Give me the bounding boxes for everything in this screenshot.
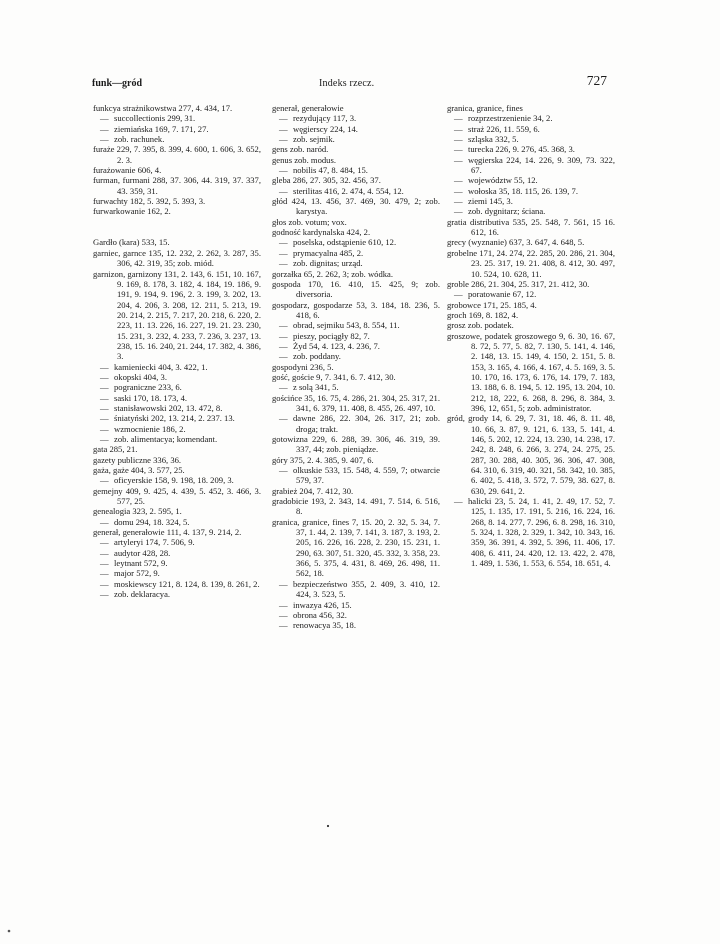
index-subentry	[272, 258, 440, 268]
subentry-dash: —	[100, 578, 109, 589]
index-subentry	[93, 403, 261, 413]
subentry-dash: —	[454, 134, 463, 145]
index-subentry	[93, 372, 261, 382]
index-column-2	[272, 103, 440, 631]
index-entry: Gardło (kara) 533, 15.	[93, 237, 170, 248]
subentry-text: Żyd 54, 4. 123, 4. 236, 7.	[293, 340, 380, 351]
subentry-text: sterilitas 416, 2. 474, 4. 554, 12.	[293, 185, 404, 196]
subentry-text: województw 55, 12.	[468, 175, 538, 186]
subentry-text: nobilis 47, 8. 484, 15.	[293, 165, 368, 176]
index-subentry	[272, 237, 440, 247]
index-subentry	[272, 465, 440, 486]
index-subentry	[93, 424, 261, 434]
index-subentry	[272, 124, 440, 134]
subentry-dash: —	[279, 330, 288, 341]
subentry-dash: —	[100, 568, 109, 579]
subentry-text: rezydujący 117, 3.	[293, 113, 357, 124]
subentry-text: zob. deklaracya.	[114, 589, 171, 600]
index-entry: gość, goście 9, 7. 341, 6. 7. 412, 30.	[272, 371, 396, 382]
index-subentry	[447, 175, 615, 185]
subentry-text: z solą 341, 5.	[293, 382, 339, 393]
index-subentry	[272, 331, 440, 341]
index-subentry	[447, 155, 615, 176]
subentry-dash: —	[279, 258, 288, 269]
index-subentry	[447, 289, 615, 299]
subentry-dash: —	[100, 516, 109, 527]
index-subentry	[93, 579, 261, 589]
header-title: Indeks rzecz.	[319, 78, 375, 89]
subentry-text: zob. alimentacya; komendant.	[114, 434, 218, 444]
subentry-dash: —	[279, 165, 288, 176]
index-entry: groch 169, 8. 182, 4.	[447, 309, 519, 320]
index-subentry	[272, 610, 440, 620]
index-entry: garnizon, garnizony 131, 2. 143, 6. 151, 10. 167, 9. 169, 8. 178, 3. 182, 4. 184, 19. 186, 9. 191, 9. 194, 9. 196, 2. 3. 199, 3. 202, 13. 204, 4. 206, 3. 208, 12. 211, 5. 213, 19. 20. 214, 2. 215, 7. 217, 20. 218, 6. 220, 2. 223, 11. 13. 226, 16. 227, 19. 21. 23. 230, 15. 231, 3. 232, 4. 233, 7. 236, 3. 237, 13. 238, 15. 16. 240, 21. 244, 17. 382, 4. 386, 3.	[93, 268, 261, 362]
index-subentry	[272, 165, 440, 175]
subentry-dash: —	[454, 196, 463, 207]
index-entry: genus zob. modus.	[272, 154, 336, 165]
index-entry: góry 375, 2. 4. 385, 9. 407, 6.	[272, 454, 374, 465]
subentry-dash: —	[454, 113, 463, 124]
subentry-text: węgierska 224, 14. 226, 9. 309, 73. 322, 67.	[468, 154, 615, 176]
index-entry: gratia distributiva 535, 25. 548, 7. 561, 15 16. 612, 16.	[447, 216, 615, 238]
index-subentry	[93, 517, 261, 527]
subentry-text: straż 226, 11. 559, 6.	[468, 123, 540, 134]
index-subentry	[272, 351, 440, 361]
index-subentry	[272, 134, 440, 144]
subentry-text: prymacyalna 485, 2.	[293, 247, 364, 258]
index-entry: groszowe, podatek groszowego 9, 6. 30, 16. 67, 8. 72, 5. 77, 5. 82, 7. 130, 5. 141, 4. 146, 2. 148, 13. 15. 149, 4. 150, 2. 151, 5. 8. 153, 3. 165, 4. 166, 4. 167, 4. 5. 169, 3. 5. 10. 170, 16. 173, 6. 176, 14. 179, 7. 183, 13. 188, 6. 8. 194, 5. 12. 195, 13. 204, 10. 212, 18, 222, 6. 268, 8. 296, 8. 384, 3. 396, 12, 651, 5; zob. administrator.	[447, 330, 615, 413]
index-subentry	[93, 434, 261, 444]
index-entry: generał, generałowie	[272, 103, 344, 113]
subentry-text: stanisławowski 202, 13. 472, 8.	[114, 402, 223, 413]
index-subentry	[447, 206, 615, 216]
index-subentry	[93, 124, 261, 134]
subentry-text: pograniczne 233, 6.	[114, 382, 182, 393]
subentry-text: turecka 226, 9. 276, 45. 368, 3.	[468, 144, 575, 155]
index-subentry	[272, 620, 440, 630]
subentry-text: ziemi 145, 3.	[468, 196, 513, 207]
index-entry: granica, granice, fines	[447, 103, 523, 113]
subentry-text: zob. dignitas; urząd.	[293, 258, 363, 269]
subentry-dash: —	[100, 547, 109, 558]
index-subentry	[93, 362, 261, 372]
subentry-text: śniatyński 202, 13. 214, 2. 237. 13.	[114, 413, 235, 424]
subentry-text: oficyerskie 158, 9. 198, 18. 209, 3.	[114, 475, 234, 486]
subentry-text: poselska, odstąpienie 610, 12.	[293, 237, 397, 248]
subentry-dash: —	[279, 123, 288, 134]
index-entry: grosz zob. podatek.	[447, 320, 514, 331]
index-subentry	[447, 144, 615, 154]
subentry-text: węgierscy 224, 14.	[293, 123, 358, 134]
index-entry: garniec, garnce 135, 12. 232, 2. 262, 3. 287, 35. 306, 42. 319, 35; zob. miód.	[93, 247, 261, 269]
subentry-dash: —	[279, 609, 288, 620]
subentry-dash: —	[454, 175, 463, 186]
index-subentry	[272, 113, 440, 123]
subentry-text: olkuskie 533, 15. 548, 4. 559, 7; otwarcie 579, 37.	[293, 465, 440, 486]
subentry-text: moskiewscy 121, 8. 124, 8. 139, 8. 261, 2.	[114, 578, 260, 589]
subentry-dash: —	[279, 185, 288, 196]
subentry-text: zob. sejmik.	[293, 134, 335, 145]
index-subentry	[93, 113, 261, 123]
index-subentry	[272, 600, 440, 610]
index-subentry	[93, 134, 261, 144]
index-entry: grobowce 171, 25. 185, 4.	[447, 299, 537, 310]
subentry-dash: —	[454, 154, 463, 165]
subentry-text: poratowanie 67, 12.	[468, 289, 537, 300]
subentry-dash: —	[279, 578, 288, 589]
index-subentry	[272, 579, 440, 600]
subentry-dash: —	[100, 413, 109, 424]
index-subentry	[447, 134, 615, 144]
index-entry: gorzałka 65, 2. 262, 3; zob. wódka.	[272, 268, 394, 279]
subentry-text: saski 170, 18. 173, 4.	[114, 392, 188, 403]
running-header	[92, 73, 607, 92]
subentry-dash: —	[279, 247, 288, 258]
index-subentry	[93, 558, 261, 568]
index-entry: furażowanie 606, 4.	[93, 165, 162, 176]
index-subentry	[272, 382, 440, 392]
subentry-text: rozprzestrzenienie 34, 2.	[468, 113, 553, 124]
index-entry: grobelne 171, 24. 274, 22. 285, 20. 286, 21. 304, 23. 25. 317, 19. 21. 408, 8. 412, 30. 497, 10. 524, 10. 628, 11.	[447, 247, 615, 279]
index-subentry	[93, 537, 261, 547]
index-subentry	[93, 382, 261, 392]
subentry-dash: —	[100, 537, 109, 548]
subentry-dash: —	[279, 113, 288, 124]
subentry-text: zob. poddany.	[293, 351, 341, 362]
subentry-dash: —	[100, 475, 109, 486]
subentry-dash: —	[100, 558, 109, 569]
index-entry: furwachty 182, 5. 392, 5. 393, 3.	[93, 196, 206, 207]
subentry-dash: —	[100, 423, 109, 434]
subentry-text: szląska 332, 5.	[468, 134, 519, 145]
index-entry: godność kardynalska 424, 2.	[272, 227, 371, 238]
index-subentry	[93, 475, 261, 485]
index-entry: grecy (wyznanie) 637, 3. 647, 4. 648, 5.	[447, 237, 585, 248]
subentry-text: halicki 23, 5. 24, 1. 41, 2. 49, 17. 52, 7. 125, 1. 135, 17. 191, 5. 216, 16. 224, 16. 268, 8. 14. 277, 7. 296, 6. 8. 298, 16. 310, 5. 324, 1. 328, 2. 329, 1. 342, 10. 343, 16. 359, 36. 391, 4. 392, 5. 396, 11. 406, 17. 408, 6. 411, 24. 420, 12. 13. 422, 2. 478, 1. 489, 1. 536, 1. 553, 6. 554, 18. 651, 4.	[468, 496, 615, 569]
index-entry: gaża, gaże 404, 3. 577, 25.	[93, 465, 185, 476]
subentry-dash: —	[454, 289, 463, 300]
index-entry: gospodyni 236, 5.	[272, 361, 334, 372]
subentry-text: zob. dygnitarz; ściana.	[468, 206, 546, 217]
index-entry: gród, grody 14, 6. 29, 7. 31, 18. 46, 8. 11. 48, 10. 66, 3. 87, 9. 121, 6. 133, 5. 141, 4. 146, 5. 202, 12. 224, 13. 230, 14. 238, 17. 242, 8. 248, 6. 266, 3. 274, 24. 275, 25. 287, 30. 288, 40. 305, 36. 306, 47. 308, 64. 310, 6. 319, 40. 321, 58. 342, 10. 385, 6. 402, 5. 418, 3. 572, 7. 579, 38. 627, 8. 630, 29. 641, 2.	[447, 413, 615, 496]
subentry-dash: —	[100, 361, 109, 372]
subentry-dash: —	[100, 589, 109, 600]
subentry-text: obrad, sejmiku 543, 8. 554, 11.	[293, 320, 400, 331]
subentry-text: inwazya 426, 15.	[293, 599, 352, 610]
subentry-dash: —	[100, 371, 109, 382]
subentry-dash: —	[454, 123, 463, 134]
subentry-dash: —	[279, 340, 288, 351]
index-entry: gościńce 35, 16. 75, 4. 286, 21. 304, 25. 317, 21. 341, 6. 379, 11. 408, 8. 455, 26. 497, 10.	[272, 392, 440, 413]
subentry-text: pieszy, pociągły 82, 7.	[293, 330, 370, 341]
subentry-dash: —	[100, 382, 109, 393]
subentry-dash: —	[454, 144, 463, 155]
index-entry: groble 286, 21. 304, 25. 317, 21. 412, 30.	[447, 278, 590, 289]
index-subentry	[272, 320, 440, 330]
subentry-text: audytor 428, 28.	[114, 547, 171, 558]
subentry-dash: —	[279, 465, 288, 476]
subentry-dash: —	[454, 185, 463, 196]
subentry-dash: —	[100, 123, 109, 134]
subentry-dash: —	[100, 392, 109, 403]
index-entry: gospodarz, gospodarze 53, 3. 184, 18. 236, 5. 418, 6.	[272, 299, 440, 320]
index-entry: granica, granice, fines 7, 15. 20, 2. 32, 5. 34, 7. 37, 1. 44, 2. 139, 7. 141, 3. 187, 3. 193, 2. 205, 16. 226, 16. 228, 2. 230, 15. 231, 1. 290, 63. 307, 51. 320, 45. 332, 3. 358, 23. 366, 5. 375, 4. 431, 8. 469, 26. 498, 11. 562, 18.	[272, 516, 440, 579]
index-subentry	[93, 568, 261, 578]
subentry-dash: —	[279, 320, 288, 331]
subentry-dash: —	[279, 237, 288, 248]
subentry-text: kamieniecki 404, 3. 422, 1.	[114, 361, 208, 372]
subentry-dash: —	[100, 113, 109, 124]
subentry-dash: —	[100, 134, 109, 145]
index-column-1	[93, 103, 261, 600]
subentry-text: domu 294, 18. 324, 5.	[114, 516, 190, 527]
index-entry: gradobicie 193, 2. 343, 14. 491, 7. 514, 6. 516, 8.	[272, 496, 440, 517]
subentry-text: bezpieczeństwo 355, 2. 409, 3. 410, 12. 424, 3. 523, 5.	[293, 578, 440, 600]
index-subentry	[447, 186, 615, 196]
subentry-dash: —	[279, 382, 288, 393]
subentry-text: renowacya 35, 18.	[293, 620, 356, 631]
index-subentry	[93, 413, 261, 423]
index-entry: głos zob. votum; vox.	[272, 216, 347, 227]
subentry-text: okopski 404, 3.	[114, 371, 167, 382]
index-column-3	[447, 103, 615, 568]
subentry-text: ziemiańska 169, 7. 171, 27.	[114, 123, 209, 134]
subentry-text: wzmocnienie 186, 2.	[114, 423, 186, 434]
subentry-dash: —	[454, 496, 463, 507]
index-entry: gotowizna 229, 6. 288, 39. 306, 46. 319, 39. 337, 44; zob. pieniądze.	[272, 434, 440, 455]
index-entry: gens zob. naród.	[272, 144, 329, 155]
index-entry: funkcya strażnikowstwa 277, 4. 434, 17.	[93, 103, 233, 113]
index-entry: gleba 286, 27. 305, 32. 456, 37.	[272, 175, 381, 186]
subentry-text: succollectionis 299, 31.	[114, 113, 196, 124]
index-subentry	[272, 341, 440, 351]
index-subentry	[272, 413, 440, 434]
subentry-text: major 572, 9.	[114, 568, 160, 579]
subentry-dash: —	[100, 402, 109, 413]
subentry-dash: —	[279, 620, 288, 631]
index-entry: gazety publiczne 336, 36.	[93, 454, 182, 465]
index-entry: gata 285, 21.	[93, 444, 138, 455]
subentry-text: wołoska 35, 18. 115, 26. 139, 7.	[468, 185, 578, 196]
index-entry: furman, furmani 288, 37. 306, 44. 319, 37. 337, 43. 359, 31.	[93, 175, 261, 196]
index-entry: furwarkowanie 162, 2.	[93, 206, 171, 217]
subentry-dash: —	[279, 413, 288, 424]
index-entry: generał, generałowie 111, 4. 137, 9. 214, 2.	[93, 527, 242, 538]
subentry-text: zob. rachunek.	[114, 134, 165, 145]
index-subentry	[93, 548, 261, 558]
subentry-dash: —	[454, 206, 463, 217]
index-subentry	[272, 186, 440, 196]
header-range: funk—gród	[92, 78, 143, 89]
index-subentry	[272, 248, 440, 258]
subentry-dash: —	[279, 351, 288, 362]
index-entry: grabież 204, 7. 412, 30.	[272, 485, 354, 496]
index-subentry	[93, 589, 261, 599]
subentry-dash: —	[279, 134, 288, 145]
subentry-dash: —	[279, 599, 288, 610]
index-entry: gospoda 170, 16. 410, 15. 425, 9; zob. diversoria.	[272, 278, 440, 300]
index-entry: gemejny 409, 9. 425, 4. 439, 5. 452, 3. 466, 3. 577, 25.	[93, 485, 261, 507]
index-entry: głód 424, 13. 456, 37. 469, 30. 479, 2; zob. karystya.	[272, 196, 440, 217]
page-number: 727	[586, 73, 607, 88]
subentry-dash: —	[100, 434, 109, 444]
subentry-text: leytnant 572, 9.	[114, 558, 168, 569]
subentry-text: obrona 456, 32.	[293, 609, 347, 620]
index-entry: genealogia 323, 2. 595, 1.	[93, 506, 182, 517]
index-subentry	[447, 496, 615, 568]
index-subentry	[447, 124, 615, 134]
subentry-text: dawne 286, 22. 304, 26. 317, 21; zob. droga; trakt.	[293, 413, 440, 434]
index-entry: furaże 229, 7. 395, 8. 399, 4. 600, 1. 606, 3. 652, 2. 3.	[93, 144, 261, 165]
subentry-text: artyleryi 174, 7. 506, 9.	[114, 537, 195, 548]
index-subentry	[447, 196, 615, 206]
index-subentry	[447, 113, 615, 123]
index-subentry	[93, 393, 261, 403]
